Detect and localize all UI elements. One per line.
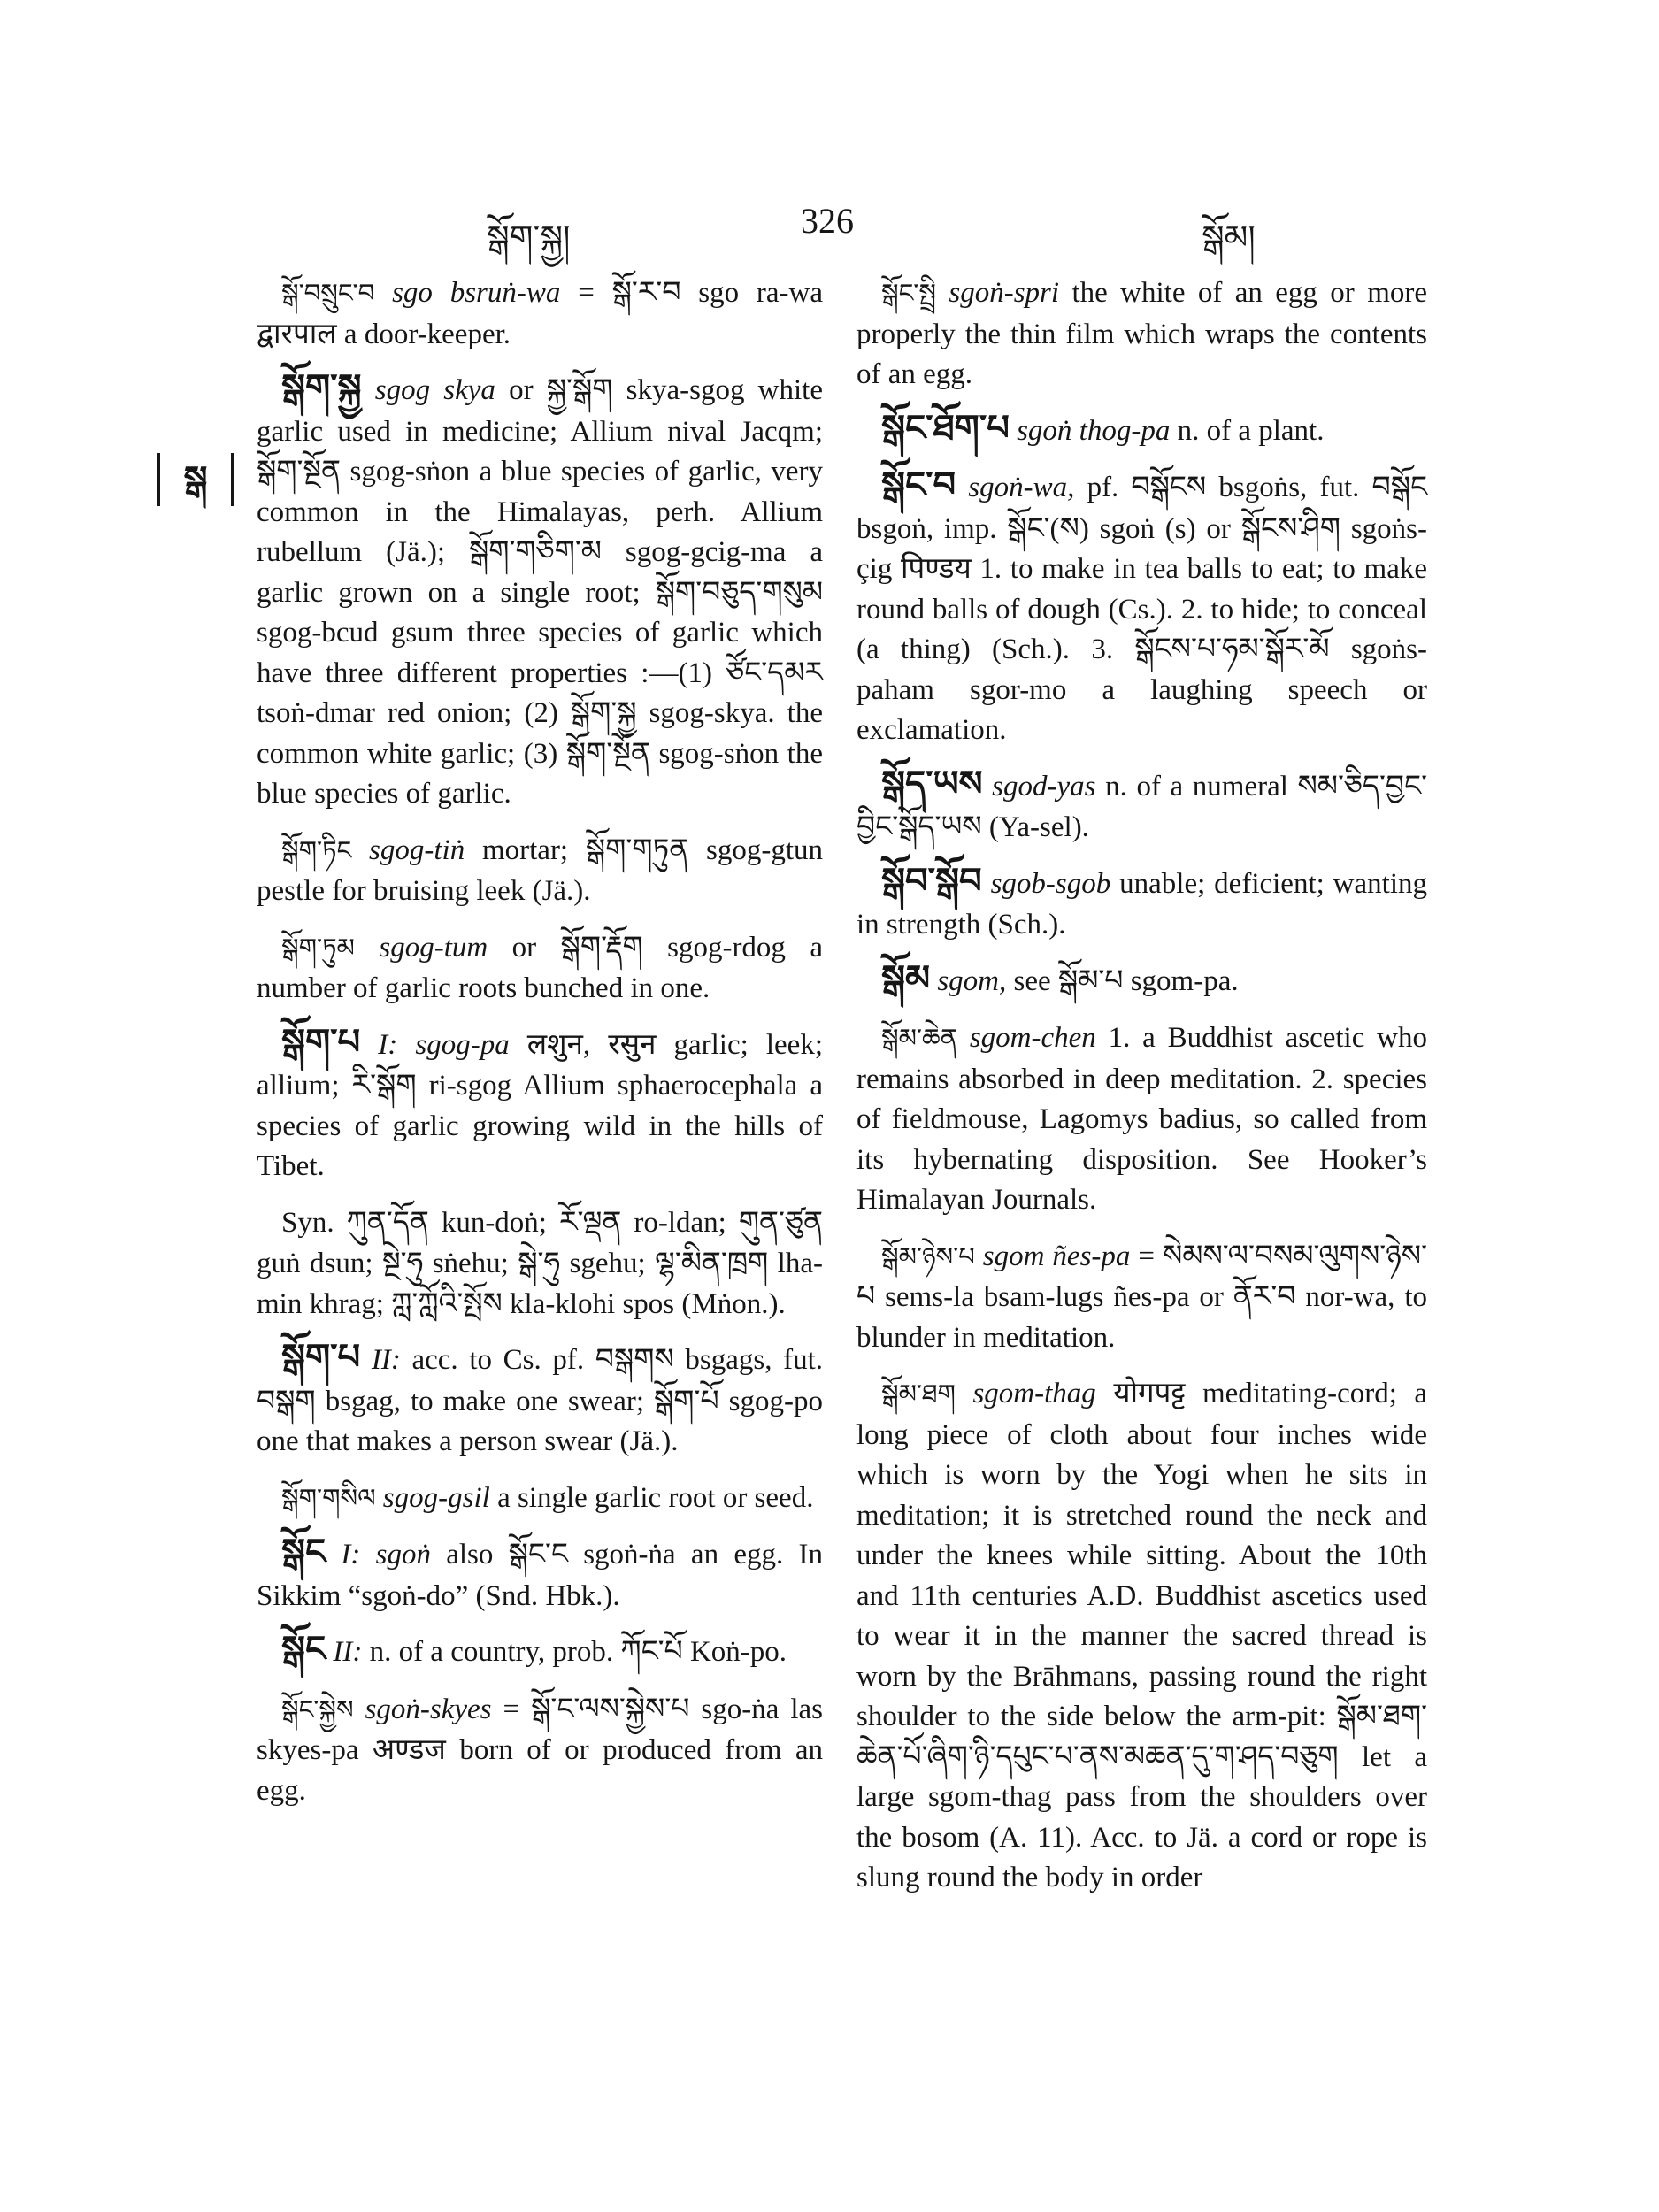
dictionary-entry: སྒོང་སྤྲི sgoṅ-spri the white of an egg or more properly the thin film which wraps the contents of an egg. bbox=[856, 277, 1427, 390]
right-column bbox=[856, 270, 1427, 1911]
dictionary-entry: Syn. ཀུན་དོན kun-doṅ; རོ་ལྡན ro-ldan; གུན་ཙུན guṅ dsun; སྔེ་ཧུ sṅehu; སྒེ་ཧུ sgehu; ལྷ་མིན་ཁྲག lha-min khrag; ཀླ་ཀློའི་སྤོས kla-klohi spos (Mṅon.). bbox=[257, 1206, 823, 1320]
dictionary-entry: སྒོག་སྐྱ sgog skya or སྐྱ་སྒོག skya-sgog white garlic used in medicine; Allium nival Jacqm; སྒོག་སྔོན sgog-sṅon a blue species of garlic, very common in the Himalayas, perh. Allium rubellum (Jä.); སྒོག་གཅིག་མ sgog-gcig-ma a garlic grown on a single root; སྒོག་བཅུད་གསུམ sgog-bcud gsum three species of garlic which have three different properties :—(1) ཙོང་དམར tsoṅ-dmar red onion; (2) སྒོག་སྐྱ sgog-skya. the common white garlic; (3) སྒོག་སྔོན sgog-sṅon the blue species of garlic. bbox=[257, 367, 824, 810]
dictionary-entry: སྒོང་སྐྱེས sgoṅ-skyes = སྒོ་ང་ལས་སྐྱེས་པ sgo-ṅa las skyes-pa अण्डज born of or produced from an egg. bbox=[257, 1693, 824, 1807]
dictionary-entry: སྒོང་བ sgoṅ-wa, pf. བསྒོངས bsgoṅs, fut. བསྒོང bsgoṅ, imp. སྒོང་(ས) sgoṅ (s) or སྒོངས་ཤིག sgoṅs-çig पिण्डय 1. to make in tea balls to eat; to make round balls of dough (Cs.). 2. to hide; to conceal (a thing) (Sch.). 3. སྒོངས་པ་ཧམ་སྒོར་མོ sgoṅs-paham sgor-mo a laughing speech or exclamation. bbox=[856, 465, 1428, 746]
thumb-index-tab: སྒ bbox=[157, 453, 234, 506]
dictionary-entry: སྒོབ་སྒོབ sgob-sgob unable; deficient; wanting in strength (Sch.). bbox=[856, 860, 1427, 941]
dictionary-entry: སྒོམ་ཐག sgom-thag योगपट्ट meditating-cord; a long piece of cloth about four inches wide which is worn by the Yogi when he sits in meditation; it is stretched round the neck and under the knees while sitting. About the 10th and 11th centuries A.D. Buddhist ascetics used to wear it in the manner the sacred thread is worn by the Brāhmans, passing round the right shoulder to the side below the arm-pit: སྒོམ་ཐག་ཆེན་པོ་ཞིག་ཉི་དཔུང་པ་ནས་མཆན་དུ་ག་ཤད་བཅུག let a large sgom-thag pass from the shoulders over the bosom (A. 11). Acc. to Jä. a cord or rope is slung round the body in order bbox=[856, 1378, 1428, 1893]
right-headword: སྒོམ། bbox=[1202, 219, 1256, 257]
dictionary-entry: སྒོག་པ II: acc. to Cs. pf. བསྒགས bsgags, fut. བསྒག bsgag, to make one swear; སྒོག་པོ sgog-po one that makes a person swear (Jä.). bbox=[257, 1337, 824, 1457]
dictionary-entry: སྒོང I: sgoṅ also སྒོང་ང sgoṅ-ṅa an egg. In Sikkim “sgoṅ-do” (Snd. Hbk.). bbox=[257, 1532, 823, 1612]
dictionary-entry: སྒོམ་ཆེན sgom-chen 1. a Buddhist ascetic who remains absorbed in deep meditation. 2. species of fieldmouse, Lagomys badius, so called from its hybernating disposition. See Hooker’s Himalayan Journals. bbox=[856, 1022, 1428, 1216]
dictionary-entry: སྒོང II: n. of a country, prob. ཀོང་པོ Koṅ-po. bbox=[281, 1629, 787, 1669]
running-header bbox=[0, 200, 1659, 257]
dictionary-entry: སྒོག་ཏིང sgog-tiṅ mortar; སྒོག་གཏུན sgog-gtun pestle for bruising leek (Jä.). bbox=[257, 833, 824, 907]
dictionary-entry: སྒོ་བསྲུང་བ sgo bsruṅ-wa = སྒོ་ར་བ sgo ra-wa द्वारपाल a door-keeper. bbox=[257, 277, 824, 350]
page-number: 326 bbox=[801, 201, 854, 241]
dictionary-entry: སྒོག་གསིལ sgog-gsil a single garlic root or seed. bbox=[281, 1481, 814, 1514]
dictionary-entry: སྒོག་ཏུམ sgog-tum or སྒོག་རྡོག sgog-rdog a number of garlic roots bunched in one. bbox=[257, 931, 824, 1004]
dictionary-entry: སྒོམ sgom, see སྒོམ་པ sgom-pa. bbox=[881, 957, 1239, 998]
dictionary-entry: སྒོང་ཐོག་པ sgoṅ thog-pa n. of a plant. bbox=[881, 407, 1325, 448]
left-headword: སྒོག་སྐྱ། bbox=[487, 219, 571, 257]
dictionary-entry: སྒོམ་ཉེས་པ sgom ñes-pa = སེམས་ལ་བསམ་ལུགས་ཉེས་པ sems-la bsam-lugs ñes-pa or ནོར་བ nor-wa, to blunder in meditation. bbox=[856, 1240, 1428, 1354]
dictionary-entry: སྒོག་པ I: sgog-pa लशुन, रसुन garlic; leek; allium; རི་སྒོག ri-sgog Allium sphaerocephala a species of garlic growing wild in the hills of Tibet. bbox=[257, 1021, 823, 1182]
dictionary-entry: སྒོད་ཡས sgod-yas n. of a numeral སམ་ཅིད་བྱང་བྱིང་སྒོད་ཡས (Ya-sel). bbox=[856, 763, 1428, 843]
left-column bbox=[257, 270, 823, 1824]
